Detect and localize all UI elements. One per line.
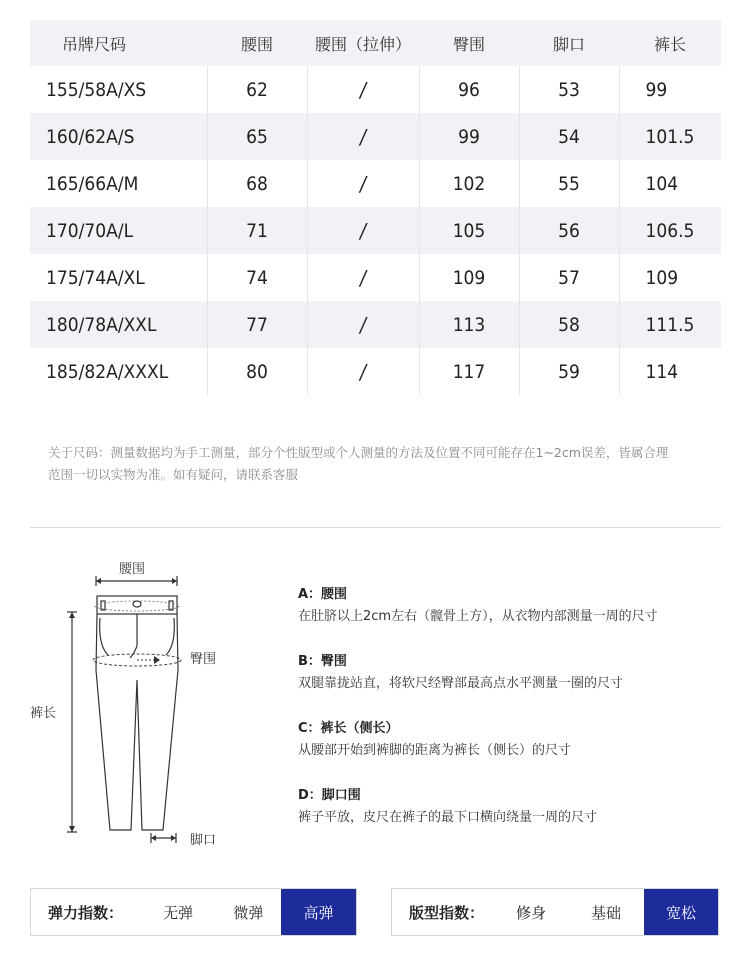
cell-waist: 71 (207, 207, 307, 254)
cell-waist-stretched: / (307, 348, 419, 395)
table-row (30, 113, 721, 160)
cell-waist-stretched: / (307, 207, 419, 254)
elasticity-label: 弹力指数： (48, 903, 124, 922)
cell-size: 155/58A/XS (46, 78, 147, 101)
cell-hem: 59 (519, 348, 619, 395)
cell-length: 99 (619, 66, 721, 113)
table-row (30, 254, 721, 301)
diagram-label-hem: 脚口 (190, 833, 217, 848)
cell-size: 180/78A/XXL (30, 301, 207, 348)
cell-length: 114 (619, 348, 721, 395)
size-chart-table (30, 20, 721, 395)
header-tag-size: 吊牌尺码 (30, 20, 207, 66)
cell-hip: 109 (419, 254, 519, 301)
header-hem: 脚口 (519, 20, 619, 66)
elasticity-option-high[interactable]: 高弹 (281, 889, 356, 935)
section-divider (30, 527, 721, 528)
header-length: 裤长 (619, 20, 721, 66)
table-row (30, 207, 721, 254)
definition-hem (298, 785, 738, 829)
cell-length: 104 (619, 160, 721, 207)
cell-waist: 65 (207, 113, 307, 160)
cell-hip: 102 (419, 160, 519, 207)
size-note-line-2: 范围一切以实物为准。如有疑问，请联系客服 (48, 467, 299, 482)
cell-length: 111.5 (619, 301, 721, 348)
header-hip: 臀围 (419, 20, 519, 66)
cell-waist: 80 (207, 348, 307, 395)
cell-waist: 62 (207, 66, 307, 113)
cell-waist-stretched: / (307, 160, 419, 207)
definition-hip (298, 651, 738, 695)
fit-index (391, 888, 719, 936)
cell-length: 101.5 (619, 113, 721, 160)
table-row (30, 160, 721, 207)
cell-waist: 77 (207, 301, 307, 348)
definition-title: A：腰围 (298, 587, 348, 602)
cell-hem: 58 (519, 301, 619, 348)
cell-waist-stretched: / (307, 66, 419, 113)
definition-desc: 裤子平放，皮尺在裤子的最下口横向绕量一周的尺寸 (298, 810, 598, 825)
header-waist: 腰围 (207, 20, 307, 66)
cell-hip: 99 (419, 113, 519, 160)
elasticity-option-none[interactable]: 无弹 (163, 903, 194, 922)
cell-size: 170/70A/L (30, 207, 207, 254)
elasticity-index (30, 888, 357, 936)
table-row (30, 301, 721, 348)
cell-waist-stretched: / (307, 113, 419, 160)
pants-measurement-diagram (30, 550, 260, 850)
fit-option-slim[interactable]: 修身 (515, 903, 546, 922)
definition-desc: 从腰部开始到裤脚的距离为裤长（侧长）的尺寸 (298, 743, 572, 758)
table-row (30, 348, 721, 395)
diagram-label-length: 裤长 (30, 706, 57, 721)
cell-waist: 68 (207, 160, 307, 207)
elasticity-option-slight[interactable]: 微弹 (233, 903, 264, 922)
definition-length (298, 718, 738, 762)
cell-hip: 105 (419, 207, 519, 254)
fit-option-loose[interactable]: 宽松 (644, 889, 718, 935)
diagram-label-hip: 臀围 (190, 652, 217, 667)
definition-title: C：裤长（侧长） (298, 721, 399, 736)
definition-desc: 在肚脐以上2cm左右（髋骨上方），从衣物内部测量一周的尺寸 (298, 609, 658, 624)
cell-size: 175/74A/XL (46, 266, 145, 289)
cell-hem: 57 (519, 254, 619, 301)
cell-length: 106.5 (619, 207, 721, 254)
fit-option-regular[interactable]: 基础 (590, 903, 621, 922)
fit-label: 版型指数： (409, 903, 485, 922)
cell-hip: 117 (419, 348, 519, 395)
diagram-label-waist: 腰围 (119, 562, 146, 577)
definition-title: D：脚口围 (298, 788, 361, 803)
size-note-line-1: 关于尺码：测量数据均为手工测量，部分个性版型或个人测量的方法及位置不同可能存在1~2cm误差，皆属合理 (48, 445, 669, 460)
cell-hem: 56 (519, 207, 619, 254)
cell-waist: 74 (207, 254, 307, 301)
header-waist-stretched: 腰围（拉伸） (307, 20, 419, 66)
cell-waist-stretched: / (307, 254, 419, 301)
cell-size: 165/66A/M (46, 172, 139, 195)
cell-size: 185/82A/XXXL (46, 360, 169, 383)
cell-size: 160/62A/S (30, 113, 207, 160)
cell-hip: 113 (419, 301, 519, 348)
definition-title: B：臀围 (298, 654, 347, 669)
cell-hip: 96 (419, 66, 519, 113)
table-row (30, 66, 721, 113)
definition-desc: 双腿靠拢站直，将软尺经臀部最高点水平测量一圈的尺寸 (298, 676, 624, 691)
cell-hem: 53 (519, 66, 619, 113)
pants-illustration (30, 550, 260, 850)
cell-hem: 54 (519, 113, 619, 160)
size-note (48, 442, 728, 486)
cell-waist-stretched: / (307, 301, 419, 348)
definition-waist (298, 584, 738, 628)
table-header-row (30, 20, 721, 66)
cell-length: 109 (619, 254, 721, 301)
cell-hem: 55 (519, 160, 619, 207)
